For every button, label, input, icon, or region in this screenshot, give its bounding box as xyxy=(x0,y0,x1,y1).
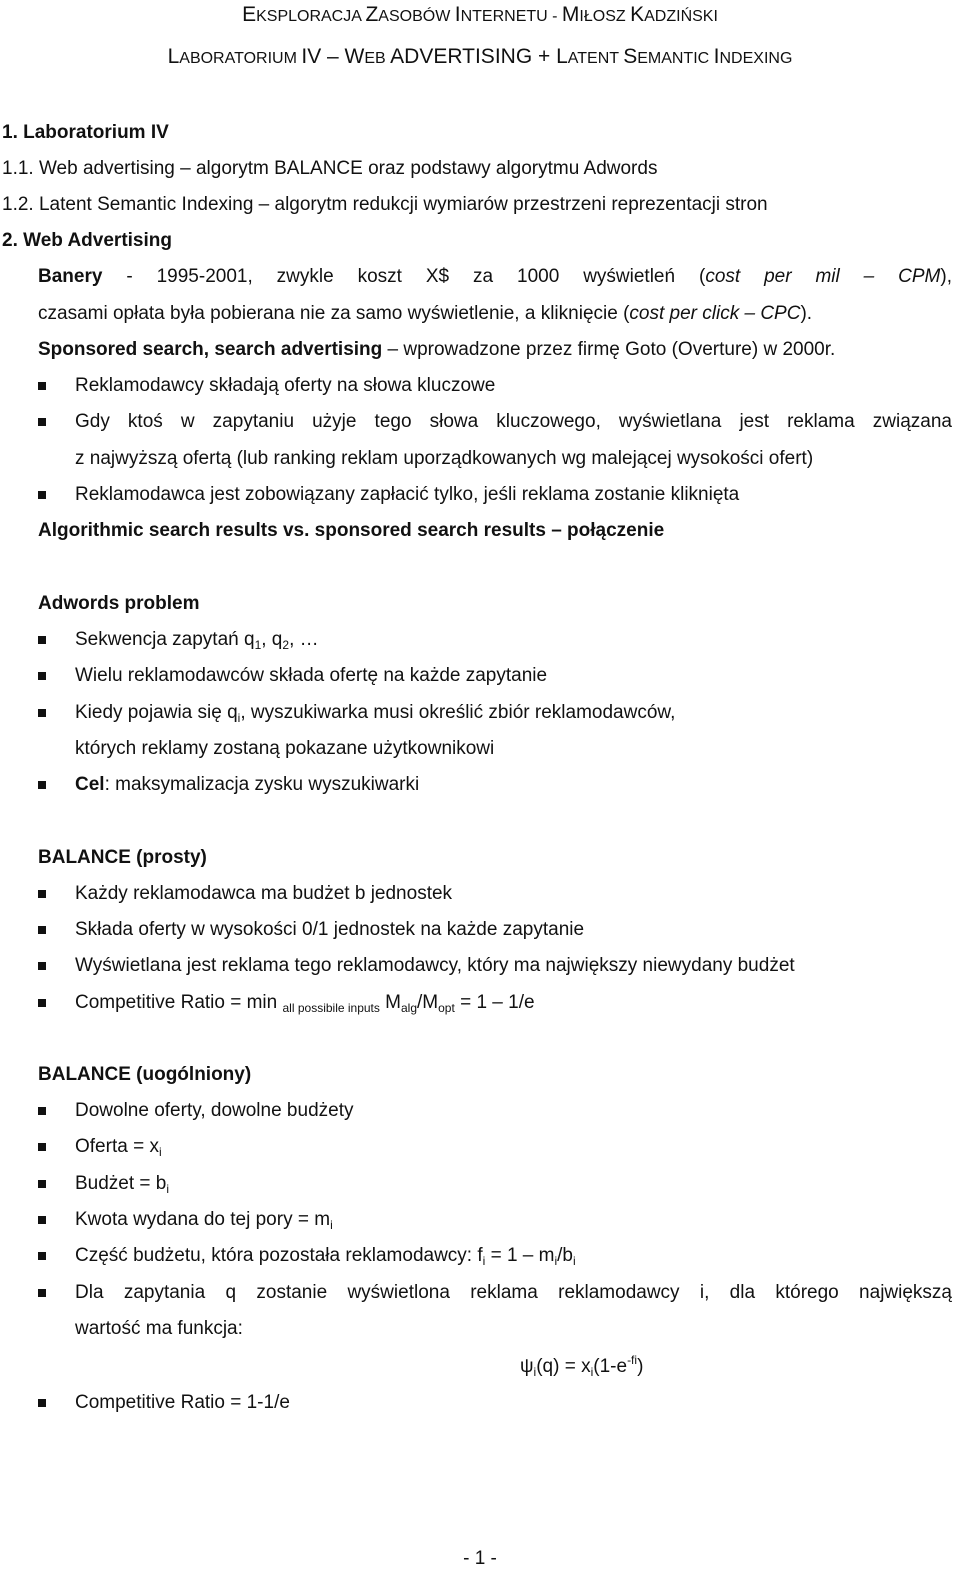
list-item: Kiedy pojawia się $q_i$, wyszukiwarka musi określić zbiór reklamodawców, xyxy=(75,702,676,725)
bullet-icon xyxy=(38,672,46,680)
section-heading-balance-simple: BALANCE (prosty) xyxy=(38,847,207,868)
bullet-icon xyxy=(38,1143,46,1151)
list-item: Gdy ktoś w zapytaniu użyje tego słowa kluczowego, wyświetlana jest reklama związana xyxy=(75,411,952,432)
bullet-icon xyxy=(38,1252,46,1260)
bullet-icon xyxy=(38,1180,46,1188)
page-number: - 1 - xyxy=(463,1548,497,1569)
list-item: Reklamodawcy składają oferty na słowa kluczowe xyxy=(75,375,496,396)
bullet-icon xyxy=(38,418,46,426)
list-item: Oferta = $x_i$ xyxy=(75,1136,162,1159)
bullet-icon xyxy=(38,491,46,499)
list-item: Wyświetlana jest reklama tego reklamodawcy, który ma największy niewydany budżet xyxy=(75,955,795,976)
section-heading-balance-general: BALANCE (uogólniony) xyxy=(38,1064,252,1085)
bullet-icon xyxy=(38,1216,46,1224)
bullet-icon xyxy=(38,636,46,644)
list-item: Dowolne oferty, dowolne budżety xyxy=(75,1100,354,1121)
section-heading-adwords: Adwords problem xyxy=(38,593,200,614)
sponsored-search-paragraph: Sponsored search, search advertising – wprowadzone przez firmę Goto (Overture) w 2000r. xyxy=(38,339,836,360)
list-item: Składa oferty w wysokości 0/1 jednostek na każde zapytanie xyxy=(75,919,585,940)
list-item: Część budżetu, która pozostała reklamodawcy: $f_i = 1 - m_i/b_i$ xyxy=(75,1245,576,1268)
banery-paragraph-line2: czasami opłata była pobierana nie za samo wyświetlenie, a kliknięcie (cost per click – CPC). xyxy=(38,303,813,324)
list-item: Competitive Ratio = min $_{all possibile inputs}$ $M_{alg}/M_{opt} = 1 - 1/e$ xyxy=(75,992,535,1015)
document-header-subtitle: LABORATORIUM IV – WEB ADVERTISING + LATENT SEMANTIC INDEXING xyxy=(167,45,793,68)
list-item: Kwota wydana do tej pory = $m_i$ xyxy=(75,1209,333,1232)
document-header-title: EKSPLORACJA ZASOBÓW INTERNETU - MIŁOSZ KADZIŃSKI xyxy=(242,3,718,26)
bullet-icon xyxy=(38,709,46,717)
list-item-continuation: których reklamy zostaną pokazane użytkownikowi xyxy=(75,738,495,759)
list-item: Sekwencja zapytań $q_1$, $q_2$, … xyxy=(75,629,319,652)
list-item: Wielu reklamodawców składa ofertę na każde zapytanie xyxy=(75,665,548,686)
algorithmic-vs-sponsored: Algorithmic search results vs. sponsored search results – połączenie xyxy=(38,520,665,541)
bullet-icon xyxy=(38,1107,46,1115)
bullet-icon xyxy=(38,890,46,898)
list-item: Każdy reklamodawca ma budżet b jednostek xyxy=(75,883,453,904)
bullet-icon xyxy=(38,1399,46,1407)
section-heading-web-advertising: 2. Web Advertising xyxy=(2,230,172,251)
list-item: Dla zapytania q zostanie wyświetlona reklama reklamodawcy i, dla którego największą xyxy=(75,1282,952,1303)
toc-item-1-1: 1.1. Web advertising – algorytm BALANCE oraz podstawy algorytmu Adwords xyxy=(2,158,658,179)
list-item: Budżet = $b_i$ xyxy=(75,1173,170,1196)
bullet-icon xyxy=(38,781,46,789)
list-item: Competitive Ratio = 1-1/e xyxy=(75,1392,290,1413)
bullet-icon xyxy=(38,1289,46,1297)
psi-formula: $\psi_i(q) = x_i(1-e^{-fi})$ xyxy=(520,1353,644,1379)
bullet-icon xyxy=(38,999,46,1007)
toc-item-1-2: 1.2. Latent Semantic Indexing – algorytm redukcji wymiarów przestrzeni reprezentacji stron xyxy=(2,194,768,215)
list-item-continuation: z najwyższą ofertą (lub ranking reklam uporządkowanych wg malejącej wysokości ofert) xyxy=(75,448,814,469)
banery-paragraph-line1: Banery - 1995-2001, zwykle koszt X$ za 1000 wyświetleń (cost per mil – CPM), xyxy=(38,266,952,287)
bullet-icon xyxy=(38,926,46,934)
bullet-icon xyxy=(38,962,46,970)
list-item-continuation: wartość ma funkcja: xyxy=(75,1318,243,1339)
toc-item-1: 1. Laboratorium IV xyxy=(2,122,169,143)
list-item: Reklamodawca jest zobowiązany zapłacić tylko, jeśli reklama zostanie kliknięta xyxy=(75,484,740,505)
list-item: Cel: maksymalizacja zysku wyszukiwarki xyxy=(75,774,420,795)
bullet-icon xyxy=(38,382,46,390)
